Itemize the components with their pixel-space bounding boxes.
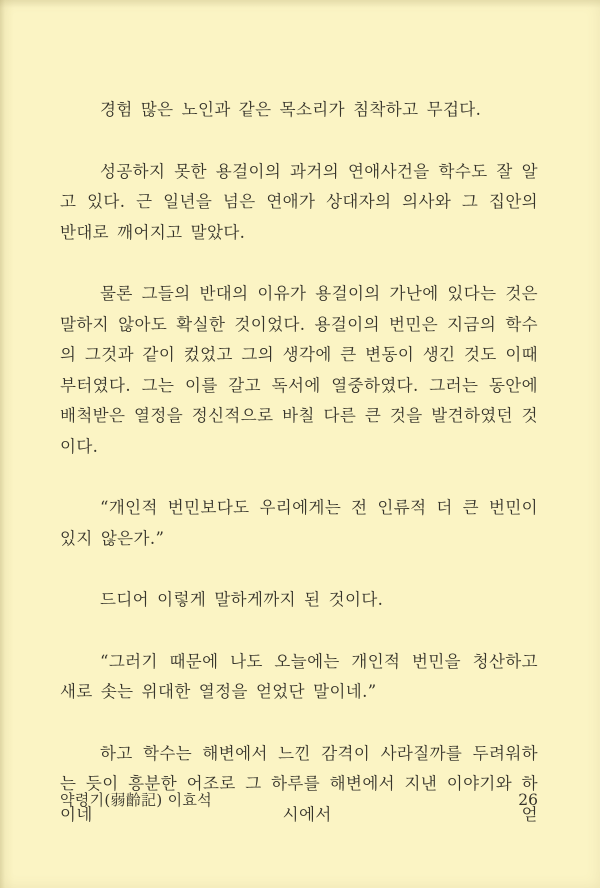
paragraph-quote: “그러기 때문에 나도 오늘에는 개인적 번민을 청산하고 새로 솟는 위대한 열정을 얻었단 말이네.”: [60, 651, 538, 701]
paragraph: 물론 그들의 반대의 이유가 용걸이의 가난에 있다는 것은 말하지 않아도 확실한 것이었다. 용걸이의 번민은 지금의 학수의 그것과 같이 컸었고 그의 생각에 큰 변동이 생긴 것도 이때부터였다. 그는 이를 갈고 독서에 열중하였다. 그러는 동안에 배척받은 열정을 정신적으로 바칠 다른 큰 것을 발견하였던 것이다.: [60, 284, 538, 456]
paragraph: 경험 많은 노인과 같은 목소리가 침착하고 무겁다.: [100, 100, 482, 119]
page-number: 26: [518, 791, 538, 809]
paragraph: 드디어 이렇게 말하게까지 된 것이다.: [100, 590, 384, 609]
paragraph-quote: “개인적 번민보다도 우리에게는 전 인류적 더 큰 번민이 있지 않은가.”: [60, 498, 538, 548]
paragraph: 하고 학수는 해변에서 느낀 감격이 사라질까를 두려워하는 듯이 흥분한 어조로 그 하루를 해변에서 지낸 이야기와 하이네 시에서 얻: [60, 743, 538, 824]
page-footer: [60, 790, 538, 810]
page-text: [60, 95, 538, 861]
paragraph: 성공하지 못한 용걸이의 과거의 연애사건을 학수도 잘 알고 있다. 근 일년을 넘은 연애가 상대자의 의사와 그 집안의 반대로 깨어지고 말았다.: [60, 161, 538, 242]
book-title: 약령기(弱齡記) 이효석: [60, 791, 213, 809]
